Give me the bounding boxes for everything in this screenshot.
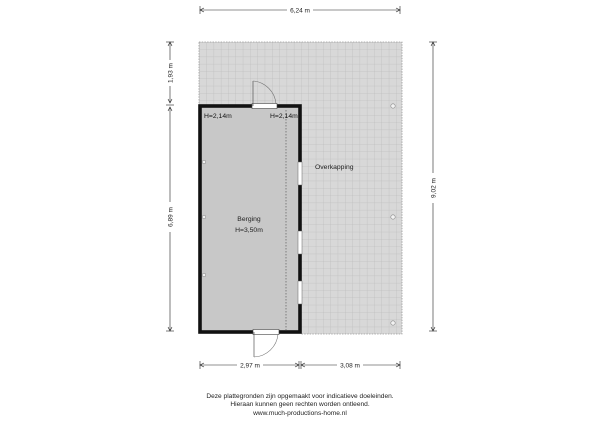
dimension-top-label: 6,24 m [290, 7, 310, 15]
dimension-bottom-left-label: 2,97 m [240, 362, 260, 370]
disclaimer [0, 393, 600, 418]
dimension-right-label: 9,02 m [430, 178, 438, 198]
storage-room-label: Berging [237, 216, 261, 223]
disclaimer-line-2: Hieraan kunnen geen rechten worden ontleend. [230, 401, 370, 409]
wall-marker [202, 215, 206, 219]
bottom-door [253, 330, 279, 358]
dimension-left-main-label: 6,89 m [167, 207, 175, 227]
window [298, 281, 302, 304]
disclaimer-website: www.much-productions-home.nl [253, 409, 347, 417]
dimension-left [166, 42, 174, 331]
window [298, 162, 302, 185]
height-marker-right: H=2,14m [270, 113, 298, 120]
storage-room-height: H=3,50m [235, 227, 263, 234]
canopy-post-marker [391, 321, 395, 325]
canopy-post-marker [391, 104, 395, 108]
wall-marker [202, 273, 206, 277]
window [298, 231, 302, 254]
wall-marker [202, 160, 206, 164]
height-marker-left: H=2,14m [204, 113, 232, 120]
dimension-bottom-right-label: 3,08 m [340, 362, 360, 370]
disclaimer-line-1: Deze plattegronden zijn opgemaakt voor indicatieve doeleinden. [206, 393, 394, 400]
canopy-post-marker [391, 215, 395, 219]
dimension-left-top-label: 1,93 m [167, 63, 175, 83]
canopy-label: Overkapping [315, 164, 354, 171]
